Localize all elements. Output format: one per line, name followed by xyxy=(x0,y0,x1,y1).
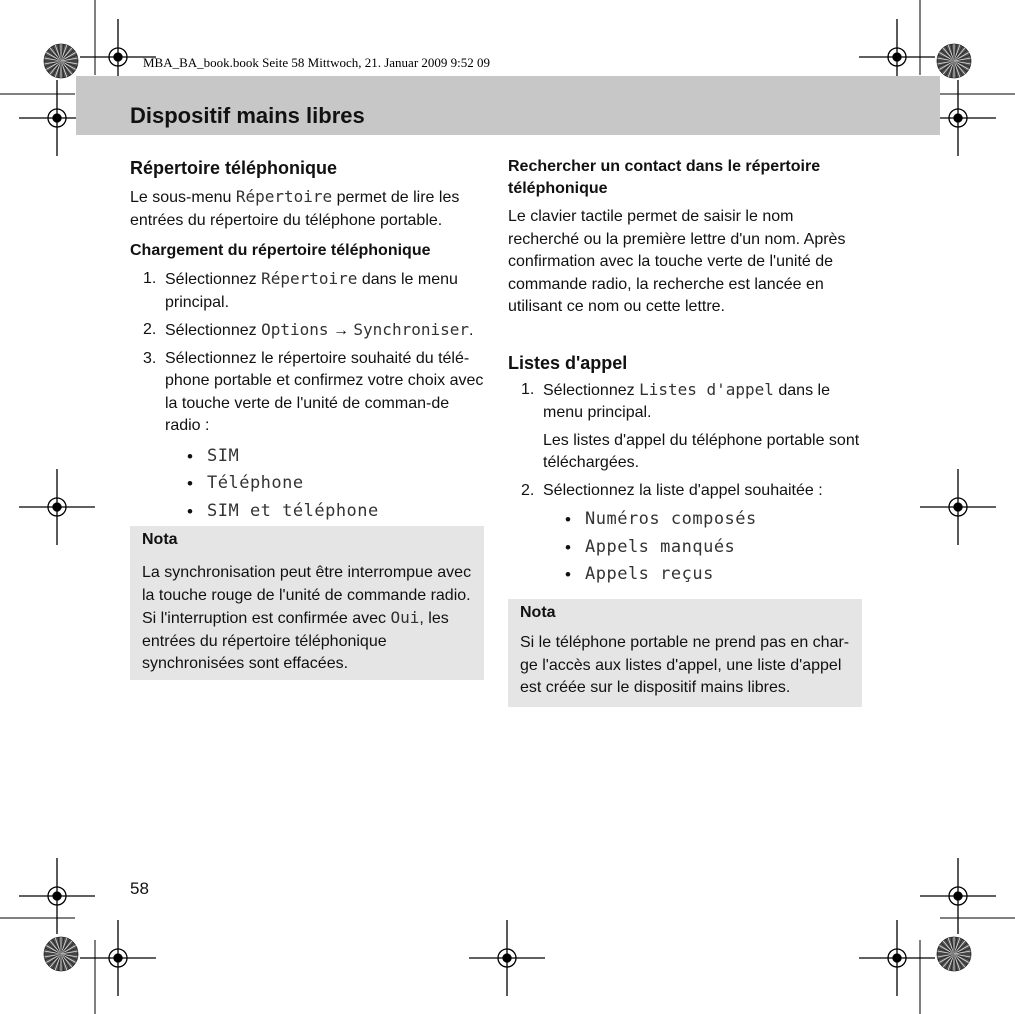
search-heading: Rechercher un contact dans le répertoire téléphonique xyxy=(508,158,821,197)
phonebook-intro: Le sous-menu Répertoire permet de lire les entrées du répertoire du téléphone portable. xyxy=(130,187,460,229)
left-column xyxy=(130,156,486,525)
step-result: Les listes d'appel du téléphone portable sont téléchargées. xyxy=(543,431,860,471)
note-title: Nota xyxy=(142,531,178,548)
registration-target-icon xyxy=(859,920,935,996)
loading-steps xyxy=(130,268,486,438)
step-item: 1. Sélectionnez Répertoire dans le menu principal. xyxy=(143,269,458,311)
right-column xyxy=(508,156,864,589)
starburst-mark-icon xyxy=(44,937,78,971)
registration-target-icon xyxy=(80,920,156,996)
search-text: Le clavier tactile permet de saisir le nom recherché ou la première lettre d'un nom. Après confirmation avec la touche verte de l'unité de commande radio, la recherche est lancée en utilisant ce nom ou cette lettre. xyxy=(508,208,846,315)
registration-target-icon xyxy=(920,858,996,934)
list-item: • Appels manqués xyxy=(565,536,736,557)
page-number: 58 xyxy=(130,879,149,898)
list-item: • Appels reçus xyxy=(565,564,714,584)
note-title: Nota xyxy=(520,604,556,621)
call-lists-steps xyxy=(508,379,864,503)
starburst-mark-icon xyxy=(937,44,971,78)
list-item: • Téléphone xyxy=(187,473,304,493)
step-item: 1. Sélectionnez Listes d'appel dans le menu principal. Les listes d'appel du téléphone portable sont téléchargées. xyxy=(508,379,864,475)
step-item: 2. Sélectionnez la liste d'appel souhaitée : xyxy=(521,481,823,499)
left-note-box xyxy=(130,526,484,680)
loading-subheading: Chargement du répertoire téléphonique xyxy=(130,242,431,259)
step-item: 2. Sélectionnez Options → Synchroniser. xyxy=(143,320,474,339)
step-item: 3. Sélectionnez le répertoire souhaité du télé-phone portable et confirmez votre choix avec la touche verte de l'unité de comman-de radio : xyxy=(143,349,484,434)
right-note-box xyxy=(508,599,862,707)
list-item: • SIM et téléphone xyxy=(187,500,379,521)
registration-target-icon xyxy=(920,469,996,545)
note-text: La synchronisation peut être interrompue avec la touche rouge de l'unité de commande radio. Si l'interruption est confirmée avec Oui, les entrées du répertoire téléphonique synchronisées sont effacées. xyxy=(142,564,472,672)
phonebook-options xyxy=(130,443,486,526)
print-header-line: MBA_BA_book.book Seite 58 Mittwoch, 21. Januar 2009 9:52 09 xyxy=(143,55,491,70)
starburst-mark-icon xyxy=(44,44,78,78)
section-title: Dispositif mains libres xyxy=(130,103,365,128)
call-lists-heading: Listes d'appel xyxy=(508,352,628,373)
phonebook-heading: Répertoire téléphonique xyxy=(130,158,338,178)
registration-target-icon xyxy=(19,469,95,545)
call-list-options xyxy=(508,506,864,589)
registration-target-icon xyxy=(19,858,95,934)
list-item: • SIM xyxy=(187,445,240,466)
list-item: • Numéros composés xyxy=(565,509,757,529)
arrow-icon: → xyxy=(332,322,349,339)
note-text: Si le téléphone portable ne prend pas en char-ge l'accès aux listes d'appel, une liste d'appel est créée sur le dispositif mains libres. xyxy=(520,634,850,696)
starburst-mark-icon xyxy=(937,937,971,971)
registration-target-icon xyxy=(469,920,545,996)
